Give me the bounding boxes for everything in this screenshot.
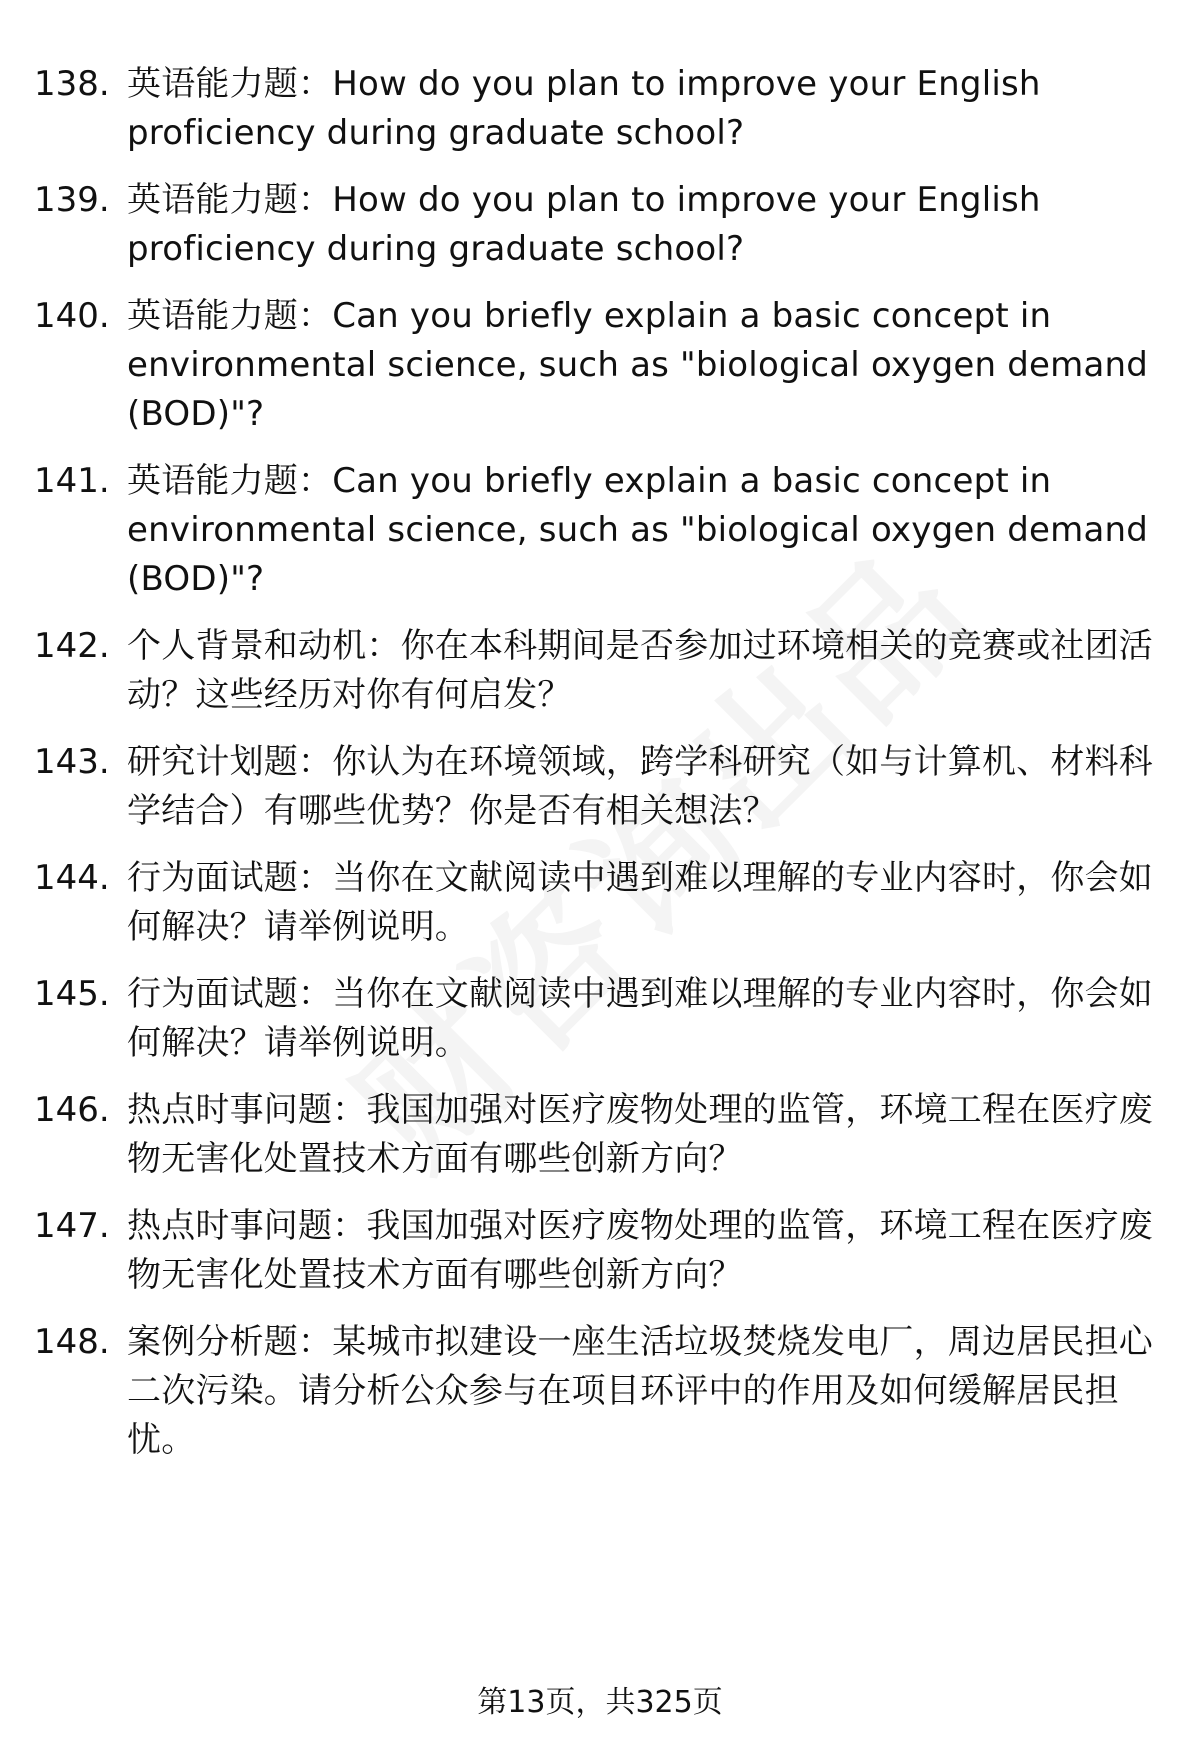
question-text: 英语能力题：How do you plan to improve your English proficiency during graduate school?: [127, 64, 1041, 153]
question-text: 英语能力题：Can you briefly explain a basic concept in environmental science, such as "biological oxygen demand (BOD)"?: [127, 461, 1149, 599]
question-text: 案例分析题：某城市拟建设一座生活垃圾焚烧发电厂，周边居民担心二次污染。请分析公众参与在项目环评中的作用及如何缓解居民担忧。: [127, 1322, 1153, 1460]
question-text: 研究计划题：你认为在环境领域，跨学科研究（如与计算机、材料科学结合）有哪些优势？你是否有相关想法？: [127, 742, 1153, 831]
question-item: [34, 60, 1154, 158]
question-number: 146.: [34, 1090, 110, 1130]
question-text: 英语能力题：Can you briefly explain a basic concept in environmental science, such as "biological oxygen demand (BOD)"?: [127, 296, 1149, 434]
question-item: [34, 738, 1154, 836]
question-text: 行为面试题：当你在文献阅读中遇到难以理解的专业内容时，你会如何解决？请举例说明。: [127, 974, 1153, 1063]
question-number: 143.: [34, 742, 110, 782]
question-number: 148.: [34, 1322, 110, 1362]
question-number: 142.: [34, 626, 110, 666]
question-text: 热点时事问题：我国加强对医疗废物处理的监管，环境工程在医疗废物无害化处置技术方面有哪些创新方向？: [127, 1206, 1153, 1295]
question-item: [34, 457, 1154, 604]
page-footer: 第13页，共325页: [477, 1685, 723, 1720]
question-number: 147.: [34, 1206, 110, 1246]
question-item: [34, 854, 1154, 952]
question-item: [34, 292, 1154, 439]
question-text: 热点时事问题：我国加强对医疗废物处理的监管，环境工程在医疗废物无害化处置技术方面有哪些创新方向？: [127, 1090, 1153, 1179]
question-item: [34, 1202, 1154, 1300]
question-number: 141.: [34, 461, 110, 501]
question-number: 138.: [34, 64, 110, 104]
question-number: 139.: [34, 180, 110, 220]
question-item: [34, 622, 1154, 720]
question-text: 个人背景和动机：你在本科期间是否参加过环境相关的竞赛或社团活动？这些经历对你有何启发？: [127, 626, 1153, 715]
question-list: [34, 60, 1154, 1483]
question-item: [34, 1318, 1154, 1465]
question-number: 140.: [34, 296, 110, 336]
question-item: [34, 1086, 1154, 1184]
question-text: 英语能力题：How do you plan to improve your English proficiency during graduate school?: [127, 180, 1041, 269]
question-text: 行为面试题：当你在文献阅读中遇到难以理解的专业内容时，你会如何解决？请举例说明。: [127, 858, 1153, 947]
question-item: [34, 970, 1154, 1068]
question-item: [34, 176, 1154, 274]
question-number: 145.: [34, 974, 110, 1014]
question-number: 144.: [34, 858, 110, 898]
